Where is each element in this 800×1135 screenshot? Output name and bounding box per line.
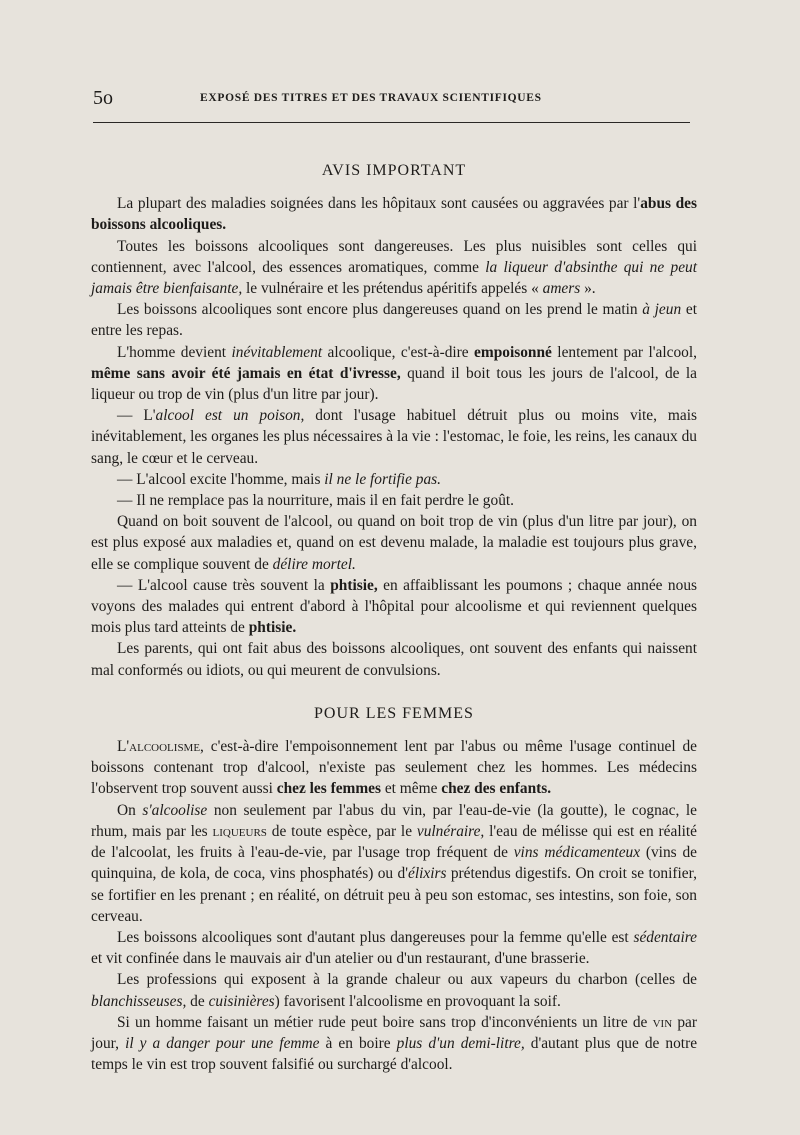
header-rule bbox=[93, 122, 690, 123]
paragraph bbox=[91, 236, 697, 300]
text-run: ». bbox=[580, 280, 596, 298]
text-run: quand il boit tous les jours de l'alcool, de la liqueur ou trop de vin (plus d'un litre par jour). bbox=[91, 364, 697, 404]
text-run: de toute espèce, par le bbox=[266, 822, 417, 840]
paragraph bbox=[91, 469, 697, 490]
paragraph bbox=[91, 575, 697, 639]
text-run: (vins de quinquina, de kola, de coca, vins phosphatés) ou d' bbox=[91, 844, 697, 883]
italic-run: s'alcoolise bbox=[142, 801, 208, 819]
text-run: Les boissons alcooliques sont encore plus dangereuses quand on les prend le matin bbox=[117, 301, 643, 319]
paragraph bbox=[91, 736, 697, 800]
running-head: EXPOSÉ DES TITRES ET DES TRAVAUX SCIENTIFIQUES bbox=[200, 92, 542, 104]
text-run: Les professions qui exposent à la grande chaleur ou aux vapeurs du charbon (celles de bbox=[117, 971, 697, 989]
text-run: On bbox=[117, 801, 143, 819]
italic-run: vulnéraire, bbox=[416, 822, 485, 840]
paragraph bbox=[91, 511, 697, 575]
section-title-avis-important: AVIS IMPORTANT bbox=[321, 162, 467, 179]
page-body bbox=[91, 160, 697, 1075]
italic-run: alcool est un poison, bbox=[155, 407, 305, 425]
text-run: La plupart des maladies soignées dans les hôpitaux sont causées ou aggravées par l' bbox=[117, 195, 641, 213]
italic-run: il ne le fortifie pas. bbox=[324, 470, 441, 488]
italic-run: plus d'un demi-litre, bbox=[396, 1034, 525, 1052]
paragraph bbox=[91, 405, 697, 469]
italic-run: sédentaire bbox=[633, 928, 697, 946]
text-run: — L'alcool excite l'homme, mais bbox=[117, 470, 325, 488]
text-run: d'autant plus que de notre temps le vin est trop souvent falsifié ou surchargé d'alcool. bbox=[91, 1034, 698, 1074]
small-caps-run: liqueurs bbox=[212, 822, 267, 840]
paragraph bbox=[91, 193, 697, 235]
italic-run: blanchisseuses, bbox=[91, 992, 187, 1010]
text-run: prétendus digestifs. On croit se tonifier, se fortifier en les prenant ; en réalité, on détruit peu à peu son estomac, ses intestins, son foie, son cerveau. bbox=[91, 865, 697, 925]
text-run: et même bbox=[381, 780, 442, 798]
paragraph bbox=[91, 342, 697, 406]
text-run: en affaiblissant les poumons ; chaque année nous voyons des malades qui entrent d'abord à l'hôpital pour alcoolisme et qui reviennent quelques mois plus tard atteints de bbox=[91, 576, 697, 637]
italic-run: la liqueur d'absinthe qui ne peut jamais être bienfaisante, bbox=[91, 258, 697, 298]
text-run: non seulement par l'abus du vin, par l'eau-de-vie (la goutte), le cognac, le rhum, mais par les bbox=[91, 801, 697, 840]
bold-run: chez des enfants. bbox=[441, 780, 552, 798]
text-run: c'est-à-dire l'empoisonnement lent par l'abus ou même l'usage continuel de boissons contenant trop d'alcool, n'existe pas seulement chez les hommes. Les médecins l'observent trop souvent aussi bbox=[91, 738, 697, 798]
small-caps-run: L'alcoolisme, bbox=[117, 738, 204, 756]
italic-run: vins médicamenteux bbox=[513, 844, 641, 862]
bold-run: même sans avoir été jamais en état d'ivresse, bbox=[91, 364, 401, 382]
text-run: L'homme devient bbox=[117, 343, 232, 361]
bold-run: abus des boissons alcooliques. bbox=[91, 195, 697, 234]
text-run: à en boire bbox=[319, 1034, 397, 1052]
text-run: et entre les repas. bbox=[91, 301, 697, 340]
bold-run: chez les femmes bbox=[276, 780, 381, 798]
text-run: Les boissons alcooliques sont d'autant plus dangereuses pour la femme qu'elle est bbox=[117, 928, 634, 946]
italic-run: élixirs bbox=[407, 865, 447, 883]
text-run: lentement par l'alcool, bbox=[551, 343, 697, 361]
italic-run: inévitablement bbox=[231, 343, 323, 361]
bold-run: phtisie. bbox=[248, 619, 297, 637]
text-run: ) favorisent l'alcoolisme en provoquant la soif. bbox=[274, 992, 561, 1010]
paragraph bbox=[91, 800, 697, 927]
italic-run: à jeun bbox=[642, 301, 682, 319]
text-run: de bbox=[186, 992, 209, 1010]
text-run: alcoolique, c'est-à-dire bbox=[322, 343, 475, 361]
page-number: 5o bbox=[93, 87, 113, 109]
italic-run: cuisinières bbox=[208, 992, 275, 1010]
text-run: Si un homme faisant un métier rude peut boire sans trop d'inconvénients un litre de bbox=[117, 1013, 653, 1031]
text-run: — L' bbox=[117, 407, 156, 425]
paragraph bbox=[91, 969, 697, 1011]
paragraph bbox=[91, 490, 697, 511]
text-run: Les parents, qui ont fait abus des boissons alcooliques, ont souvent des enfants qui naissent mal conformés ou idiots, ou qui meurent de convulsions. bbox=[91, 640, 697, 679]
text-run: dont l'usage habituel détruit plus ou moins vite, mais inévitablement, les organes les plus nécessaires à la vie : l'estomac, le foie, les reins, les canaux du sang, le cœur et le cerveau. bbox=[91, 407, 697, 467]
bold-run: phtisie, bbox=[330, 576, 378, 594]
paragraph bbox=[91, 927, 697, 969]
paragraph bbox=[91, 1012, 697, 1076]
text-run: Quand on boit souvent de l'alcool, ou quand on boit trop de vin (plus d'un litre par jour), on est plus exposé aux maladies et, quand on est devenu malade, la maladie est toujours plus grave, elle se complique souvent de bbox=[91, 513, 697, 573]
italic-run: amers bbox=[542, 280, 581, 298]
text-run: le vulnéraire et les prétendus apéritifs appelés « bbox=[242, 280, 543, 298]
bold-run: empoisonné bbox=[474, 343, 552, 361]
text-run: l'eau de mélisse qui est en réalité de l'alcoolat, les fruits à l'eau-de-vie, par l'usage trop fréquent de bbox=[91, 822, 697, 862]
paragraph bbox=[91, 299, 697, 341]
text-run: Toutes les boissons alcooliques sont dangereuses. Les plus nuisibles sont celles qui contiennent, avec l'alcool, des essences aromatiques, comme bbox=[91, 237, 697, 276]
paragraph bbox=[91, 638, 697, 680]
text-run: — Il ne remplace pas la nourriture, mais il en fait perdre le goût. bbox=[117, 492, 515, 510]
text-run: et vit confinée dans le mauvais air d'un atelier ou d'un restaurant, d'une brasserie. bbox=[91, 950, 590, 968]
text-run: — L'alcool cause très souvent la bbox=[117, 576, 331, 594]
italic-run: il y a danger pour une femme bbox=[125, 1034, 320, 1052]
small-caps-run: vin bbox=[652, 1013, 673, 1031]
italic-run: délire mortel. bbox=[272, 555, 356, 573]
section-title-pour-les-femmes: POUR LES FEMMES bbox=[314, 704, 474, 722]
text-run: par jour, bbox=[91, 1013, 698, 1052]
